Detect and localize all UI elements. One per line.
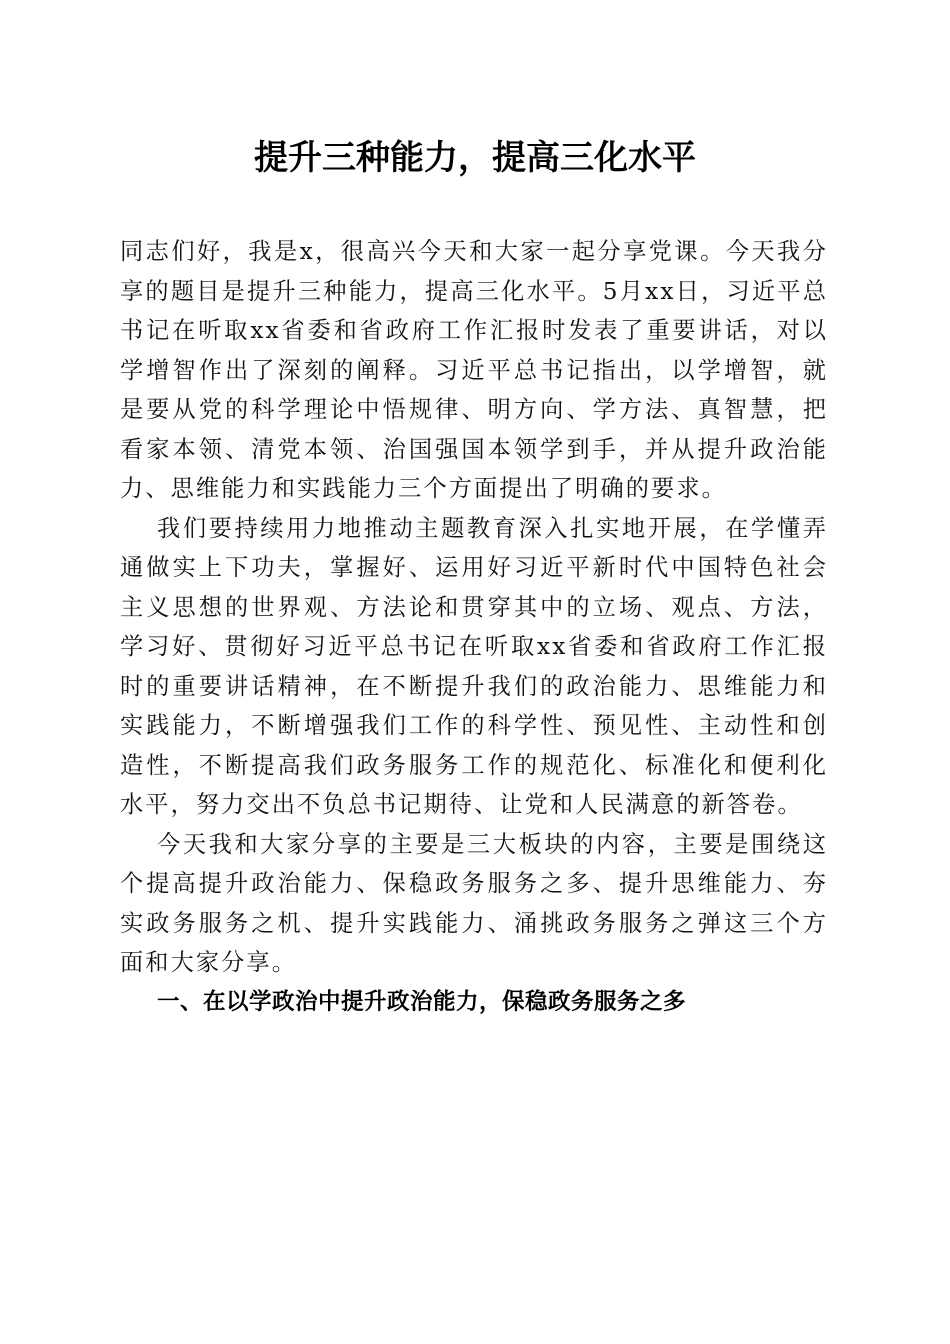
document-title: 提升三种能力，提高三化水平 bbox=[254, 138, 696, 178]
section-heading-one: 一、在以学政治中提升政治能力，保稳政务服务之多 bbox=[157, 988, 687, 1015]
paragraph-outline: 今天我和大家分享的主要是三大板块的内容，主要是围绕这个提高提升政治能力、保稳政务服务之多、提升思维能力、夯实政务服务之机、提升实践能力、涌挑政务服务之弹这三个方面和大家分享。 bbox=[120, 830, 828, 976]
paragraph-goals: 我们要持续用力地推动主题教育深入扎实地开展，在学懂弄通做实上下功夫，掌握好、运用好习近平新时代中国特色社会主义思想的世界观、方法论和贯穿其中的立场、观点、方法，学习好、贯彻好习近平总书记在听取xx省委和省政府工作汇报时的重要讲话精神，在不断提升我们的政治能力、思维能力和实践能力，不断增强我们工作的科学性、预见性、主动性和创造性，不断提高我们政务服务工作的规范化、标准化和便利化水平，努力交出不负总书记期待、让党和人民满意的新答卷。 bbox=[120, 514, 828, 818]
paragraph-intro: 同志们好，我是x，很高兴今天和大家一起分享党课。今天我分享的题目是提升三种能力，提高三化水平。5月xx日，习近平总书记在听取xx省委和省政府工作汇报时发表了重要讲话，对以学增智作出了深刻的阐释。习近平总书记指出，以学增智，就是要从党的科学理论中悟规律、明方向、学方法、真智慧，把看家本领、清党本领、治国强国本领学到手，并从提升政治能力、思维能力和实践能力三个方面提出了明确的要求。 bbox=[120, 238, 828, 502]
document-body bbox=[120, 232, 828, 1022]
